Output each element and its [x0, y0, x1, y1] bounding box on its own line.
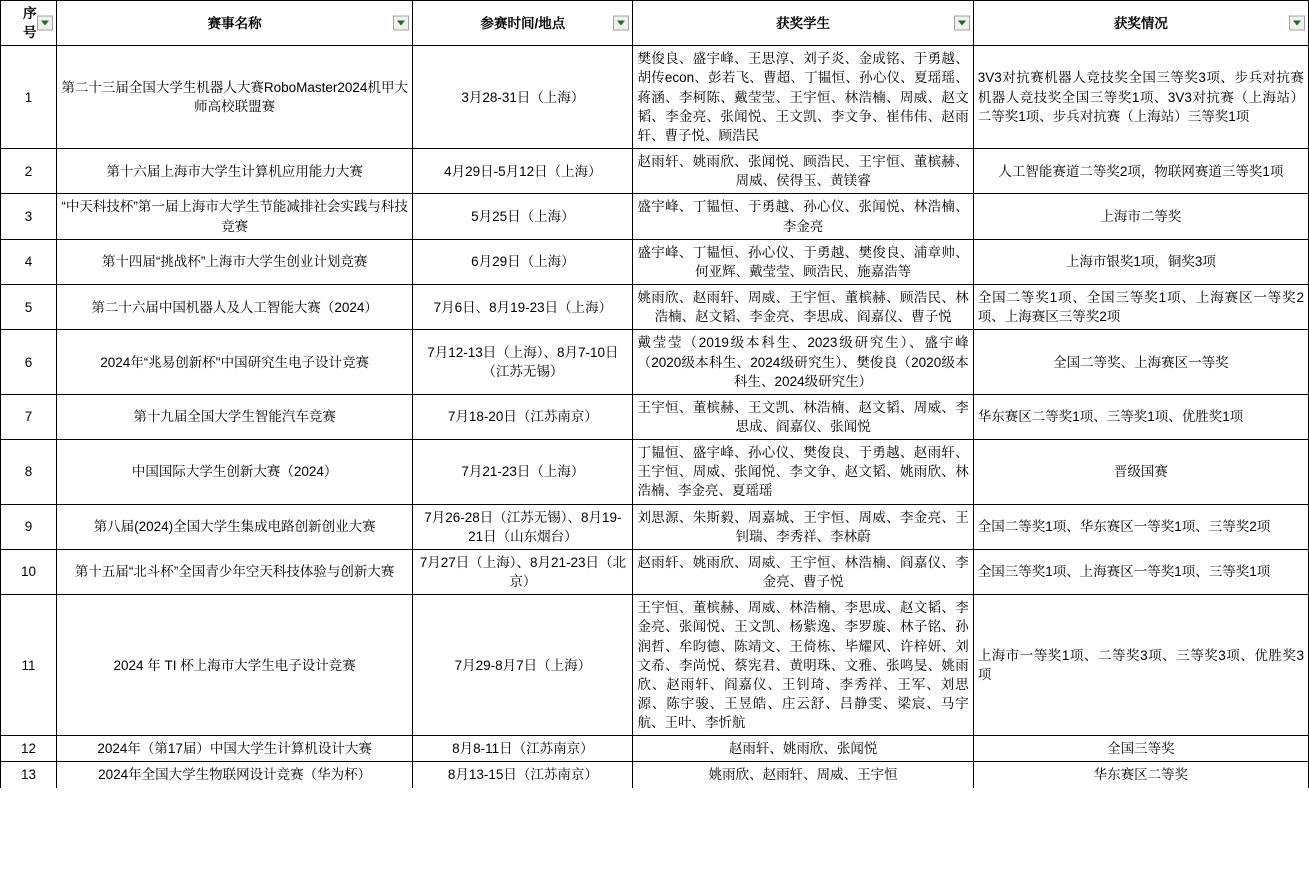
filter-dropdown-icon-award[interactable] — [1289, 16, 1305, 31]
table-row[interactable] — [1, 194, 1309, 239]
cell-index: 3 — [1, 194, 57, 239]
cell-award: 上海市一等奖1项、二等奖3项、三等奖3项、优胜奖3项 — [973, 595, 1308, 736]
table-header-row — [1, 1, 1309, 46]
table-row[interactable] — [1, 736, 1309, 762]
cell-index: 5 — [1, 285, 57, 330]
cell-time-place: 7月21-23日（上海） — [413, 440, 633, 504]
cell-competition-name: 2024 年 TI 杯上海市大学生电子设计竞赛 — [57, 595, 413, 736]
cell-competition-name: 2024年“兆易创新杯"中国研究生电子设计竞赛 — [57, 330, 413, 394]
cell-students: 赵雨轩、姚雨欣、张闻悦、顾浩民、王宇恒、董槟赫、周威、侯得玉、黄镁睿 — [633, 149, 973, 194]
table-row[interactable] — [1, 239, 1309, 284]
table-row[interactable] — [1, 285, 1309, 330]
column-header-name — [57, 1, 413, 46]
chevron-down-icon — [397, 21, 405, 26]
column-header-index-label: 序号 — [23, 6, 37, 41]
cell-students: 赵雨轩、姚雨欣、张闻悦 — [633, 736, 973, 762]
column-header-award-label: 获奖情况 — [1113, 15, 1168, 31]
table-row[interactable] — [1, 440, 1309, 504]
table-header — [1, 1, 1309, 46]
cell-students: 姚雨欣、赵雨轩、周威、王宇恒 — [633, 762, 973, 788]
cell-index: 11 — [1, 595, 57, 736]
cell-students: 刘思源、朱斯毅、周嘉城、王宇恒、周威、李金亮、王钊瑞、李秀祥、李林蔚 — [633, 504, 973, 549]
cell-award: 华东赛区二等奖1项、三等奖1项、优胜奖1项 — [973, 394, 1308, 439]
filter-dropdown-icon-name[interactable] — [393, 16, 409, 31]
cell-time-place: 7月26-28日（江苏无锡）、8月19-21日（山东烟台） — [413, 504, 633, 549]
cell-competition-name: 第八届(2024)全国大学生集成电路创新创业大赛 — [57, 504, 413, 549]
cell-time-place: 3月28-31日（上海） — [413, 46, 633, 149]
cell-competition-name: 第二十三届全国大学生机器人大赛RoboMaster2024机甲大师高校联盟赛 — [57, 46, 413, 149]
cell-index: 6 — [1, 330, 57, 394]
filter-dropdown-icon-students[interactable] — [954, 16, 970, 31]
filter-dropdown-icon-index[interactable] — [37, 16, 53, 31]
cell-time-place: 7月18-20日（江苏南京） — [413, 394, 633, 439]
cell-competition-name: 第十五届“北斗杯”全国青少年空天科技体验与创新大赛 — [57, 549, 413, 594]
cell-index: 1 — [1, 46, 57, 149]
cell-index: 9 — [1, 504, 57, 549]
cell-time-place: 4月29日-5月12日（上海） — [413, 149, 633, 194]
filter-dropdown-icon-time[interactable] — [613, 16, 629, 31]
cell-index: 12 — [1, 736, 57, 762]
cell-competition-name: 中国国际大学生创新大赛（2024） — [57, 440, 413, 504]
cell-index: 2 — [1, 149, 57, 194]
cell-competition-name: 第十六届上海市大学生计算机应用能力大赛 — [57, 149, 413, 194]
cell-award: 全国二等奖、上海赛区一等奖 — [973, 330, 1308, 394]
chevron-down-icon — [41, 21, 49, 26]
table-row[interactable] — [1, 504, 1309, 549]
cell-award: 晋级国赛 — [973, 440, 1308, 504]
cell-index: 8 — [1, 440, 57, 504]
cell-time-place: 5月25日（上海） — [413, 194, 633, 239]
cell-index: 7 — [1, 394, 57, 439]
table-row[interactable] — [1, 549, 1309, 594]
cell-competition-name: 第十九届全国大学生智能汽车竞赛 — [57, 394, 413, 439]
cell-time-place: 7月27日（上海）、8月21-23日（北京） — [413, 549, 633, 594]
cell-students: 王宇恒、董槟赫、周威、林浩楠、李思成、赵文韬、李金亮、张闻悦、王文凯、杨紫逸、李罗璇、林子铭、孙润哲、牟昀德、陈靖文、王倚栋、毕耀风、许梓妍、刘文希、李尚悦、蔡宪君、黄明珠、文雅、张鸣旻、姚雨欣、赵雨轩、阎嘉仪、王钊琦、李秀祥、王军、刘思源、陈宇骏、王昱皓、庄云舒、吕静雯、梁宸、马宇航、王叶、李忻航 — [633, 595, 973, 736]
chevron-down-icon — [1293, 21, 1301, 26]
cell-competition-name: 2024年（第17届）中国大学生计算机设计大赛 — [57, 736, 413, 762]
table-body — [1, 46, 1309, 788]
cell-time-place: 8月13-15日（江苏南京） — [413, 762, 633, 788]
cell-award: 全国二等奖1项、全国三等奖1项、上海赛区一等奖2项、上海赛区三等奖2项 — [973, 285, 1308, 330]
table-row[interactable] — [1, 330, 1309, 394]
cell-students: 盛宇峰、丁韫恒、孙心仪、于勇越、樊俊良、浦章帅、何亚辉、戴莹莹、顾浩民、施嘉浩等 — [633, 239, 973, 284]
table-row[interactable] — [1, 595, 1309, 736]
chevron-down-icon — [958, 21, 966, 26]
cell-award: 全国三等奖 — [973, 736, 1308, 762]
cell-award: 上海市二等奖 — [973, 194, 1308, 239]
cell-students: 樊俊良、盛宇峰、王思淳、刘子炎、金成铭、于勇越、胡传econ、彭若飞、曹超、丁韫恒、孙心仪、夏瑶瑶、蒋涵、李柯陈、戴莹莹、王宇恒、林浩楠、周威、赵文韬、李金亮、张闻悦、王文凯、李文争、崔伟伟、赵雨轩、曹子悦、顾浩民 — [633, 46, 973, 149]
table-row[interactable] — [1, 394, 1309, 439]
cell-competition-name: 第十四届“挑战杯”上海市大学生创业计划竞赛 — [57, 239, 413, 284]
cell-index: 4 — [1, 239, 57, 284]
column-header-students-label: 获奖学生 — [776, 15, 831, 31]
column-header-students — [633, 1, 973, 46]
cell-time-place: 8月8-11日（江苏南京） — [413, 736, 633, 762]
cell-competition-name: 第二十六届中国机器人及人工智能大赛（2024） — [57, 285, 413, 330]
cell-competition-name: 2024年全国大学生物联网设计竞赛（华为杯） — [57, 762, 413, 788]
cell-time-place: 7月29-8月7日（上海） — [413, 595, 633, 736]
column-header-name-label: 赛事名称 — [207, 15, 262, 31]
column-header-time-label: 参赛时间/地点 — [480, 15, 566, 31]
cell-students: 王宇恒、董槟赫、王文凯、林浩楠、赵文韬、周威、李思成、阎嘉仪、张闻悦 — [633, 394, 973, 439]
cell-time-place: 7月12-13日（上海）、8月7-10日（江苏无锡） — [413, 330, 633, 394]
chevron-down-icon — [617, 21, 625, 26]
cell-students: 姚雨欣、赵雨轩、周威、王宇恒、董槟赫、顾浩民、林浩楠、赵文韬、李金亮、李思成、阎嘉仪、曹子悦 — [633, 285, 973, 330]
cell-index: 10 — [1, 549, 57, 594]
column-header-index — [1, 1, 57, 46]
table-row[interactable] — [1, 762, 1309, 788]
cell-index: 13 — [1, 762, 57, 788]
cell-students: 盛宇峰、丁韫恒、于勇越、孙心仪、张闻悦、林浩楠、李金亮 — [633, 194, 973, 239]
table-row[interactable] — [1, 46, 1309, 149]
table-row[interactable] — [1, 149, 1309, 194]
cell-students: 赵雨轩、姚雨欣、周威、王宇恒、林浩楠、阎嘉仪、李金亮、曹子悦 — [633, 549, 973, 594]
cell-students: 戴莹莹（2019级本科生、2023级研究生）、盛宇峰（2020级本科生、2024级研究生）、樊俊良（2020级本科生、2024级研究生） — [633, 330, 973, 394]
column-header-award — [973, 1, 1308, 46]
cell-time-place: 6月29日（上海） — [413, 239, 633, 284]
cell-competition-name: “中天科技杯”第一届上海市大学生节能减排社会实践与科技竞赛 — [57, 194, 413, 239]
cell-award: 上海市银奖1项，铜奖3项 — [973, 239, 1308, 284]
column-header-time — [413, 1, 633, 46]
cell-students: 丁韫恒、盛宇峰、孙心仪、樊俊良、于勇越、赵雨轩、王宇恒、周威、张闻悦、李文争、赵文韬、姚雨欣、林浩楠、李金亮、夏瑶瑶 — [633, 440, 973, 504]
cell-award: 全国二等奖1项、华东赛区一等奖1项、三等奖2项 — [973, 504, 1308, 549]
cell-award: 3V3对抗赛机器人竞技奖全国三等奖3项、步兵对抗赛机器人竞技奖全国三等奖1项、3V3对抗赛（上海站）二等奖1项、步兵对抗赛（上海站）三等奖1项 — [973, 46, 1308, 149]
cell-award: 人工智能赛道二等奖2项，物联网赛道三等奖1项 — [973, 149, 1308, 194]
cell-award: 全国三等奖1项、上海赛区一等奖1项、三等奖1项 — [973, 549, 1308, 594]
cell-time-place: 7月6日、8月19-23日（上海） — [413, 285, 633, 330]
cell-award: 华东赛区二等奖 — [973, 762, 1308, 788]
